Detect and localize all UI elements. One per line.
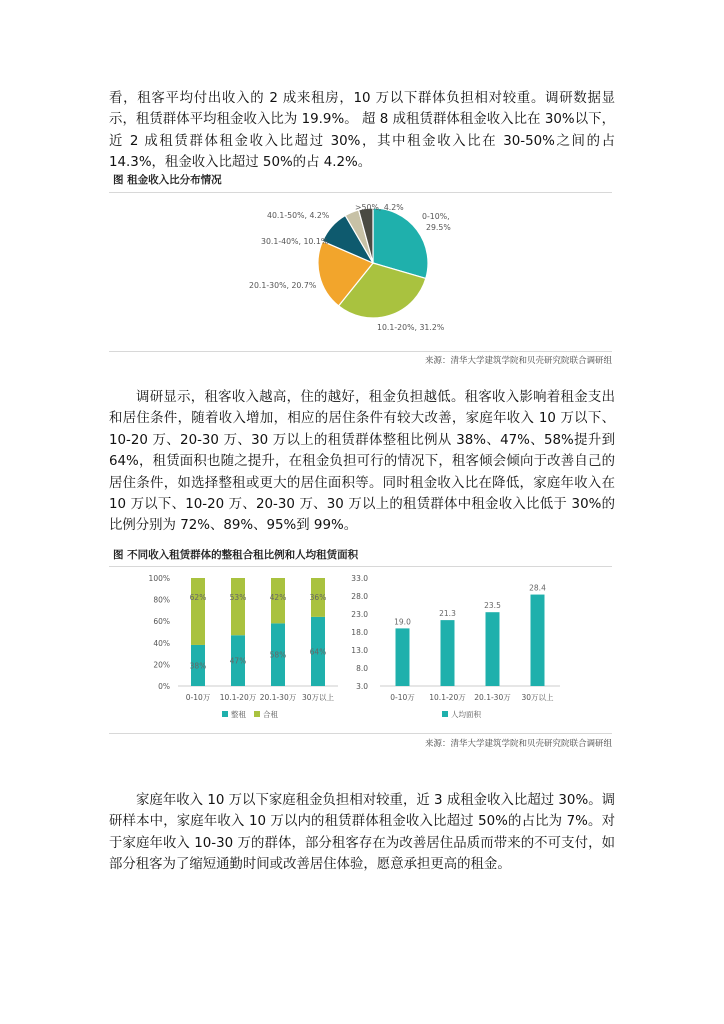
area-xtick: 20.1-30万 bbox=[474, 693, 511, 702]
area-ytick: 33.0 bbox=[351, 574, 368, 583]
stack-ytick: 100% bbox=[148, 574, 170, 583]
paragraph-low-income-burden: 家庭年收入 10 万以下家庭租金负担相对较重，近 3 成租金收入比超过 30%。调研样本中，家庭年收入 10 万以内的租赁群体租金收入比超过 50%的占比为 7%。对于家庭年收入 10-30 万的群体，部分租客存在为改善居住品质而带来的不可支付，如部分租客为了缩短通勤时间或改善居住体验，愿意承担更高的租金。 bbox=[109, 793, 615, 873]
stack-label-whole: 64% bbox=[309, 647, 327, 657]
figure1-source: 来源：清华大学建筑学院和贝壳研究院联合调研组 bbox=[424, 356, 612, 366]
area-xtick: 30万以上 bbox=[521, 693, 554, 702]
stack-label-whole: 38% bbox=[189, 661, 207, 671]
area-bar-label: 23.5 bbox=[484, 601, 501, 611]
stack-label-shared: 62% bbox=[189, 593, 207, 602]
area-ytick: 18.0 bbox=[351, 628, 368, 637]
stack-ytick: 60% bbox=[153, 617, 170, 627]
area-ytick: 3.0 bbox=[356, 682, 368, 691]
stack-bar-shared bbox=[191, 578, 205, 645]
bar-charts bbox=[130, 568, 600, 728]
area-bar-label: 21.3 bbox=[439, 609, 456, 619]
paragraph-income-effect: 调研显示，租客收入越高，住的越好，租金负担越低。租客收入影响着租金支出和居住条件，随着收入增加，相应的居住条件有较大改善，家庭年收入 10 万以下、10-20 万、20-30 万、30 万以上的租赁群体整租比例从 38%、47%、58%提升到 64%，租赁面积也随之提升，在租金负担可行的情况下，租客倾会倾向于改善自己的居住条件，如选择整租或更大的居住面积等。同时租金收入比在降低，家庭年收入在 10 万以下、10-20 万、20-30 万、30 万以上的租赁群体中租金收入比低于 30%的比例分别为 72%、89%、95%到 99%。 bbox=[109, 390, 615, 534]
stack-bar-shared bbox=[231, 578, 245, 635]
legend-label-area: 人均面积 bbox=[451, 710, 481, 719]
area-xtick: 10.1-20万 bbox=[429, 693, 466, 702]
stack-ytick: 20% bbox=[153, 660, 170, 670]
legend-swatch-whole bbox=[222, 711, 228, 717]
area-ytick: 28.0 bbox=[351, 592, 368, 601]
stack-xtick: 10.1-20万 bbox=[219, 693, 257, 702]
figure1-title: 图 租金收入比分布情况 bbox=[113, 174, 222, 186]
stack-label-shared: 42% bbox=[269, 593, 287, 602]
pie-label-5: 40.1-50%, 4.2% bbox=[267, 211, 330, 220]
pie-label-6: >50%, 4.2% bbox=[355, 203, 404, 212]
area-bar bbox=[396, 628, 410, 686]
area-xtick: 0-10万 bbox=[390, 693, 415, 702]
legend-label-shared: 合租 bbox=[263, 710, 278, 719]
area-bar-label: 28.4 bbox=[529, 583, 546, 593]
legend-swatch-area bbox=[442, 711, 448, 717]
figure2-source: 来源：清华大学建筑学院和贝壳研究院联合调研组 bbox=[424, 739, 612, 749]
area-ytick: 23.0 bbox=[351, 610, 368, 619]
stack-ytick: 80% bbox=[153, 595, 170, 605]
stack-label-shared: 36% bbox=[309, 593, 327, 602]
stack-label-shared: 53% bbox=[229, 593, 247, 602]
area-bar bbox=[441, 620, 455, 686]
area-bar bbox=[486, 612, 500, 686]
stack-label-whole: 47% bbox=[229, 656, 247, 666]
pie-label-3: 20.1-30%, 20.7% bbox=[249, 281, 317, 290]
figure2-bottom-rule bbox=[109, 733, 612, 734]
area-ytick: 13.0 bbox=[351, 646, 368, 655]
figure1-bottom-rule bbox=[109, 351, 612, 352]
stack-xtick: 0-10万 bbox=[185, 693, 211, 702]
stack-xtick: 30万以上 bbox=[301, 693, 335, 702]
area-bar bbox=[531, 595, 545, 686]
stack-ytick: 40% bbox=[153, 638, 170, 648]
legend-swatch-shared bbox=[254, 711, 260, 717]
area-bar-label: 19.0 bbox=[394, 617, 411, 627]
stack-ytick: 0% bbox=[158, 682, 170, 691]
figure2-top-rule bbox=[109, 566, 612, 567]
stack-label-whole: 58% bbox=[269, 650, 287, 660]
pie-label-4: 30.1-40%, 10.1% bbox=[261, 237, 329, 246]
stack-xtick: 20.1-30万 bbox=[259, 693, 297, 702]
pie-label-2: 10.1-20%, 31.2% bbox=[377, 323, 445, 332]
pie-chart bbox=[109, 193, 615, 351]
legend-label-whole: 整租 bbox=[231, 710, 246, 719]
figure2-title: 图 不同收入租赁群体的整租合租比例和人均租赁面积 bbox=[113, 549, 359, 561]
area-ytick: 8.0 bbox=[356, 664, 368, 673]
paragraph-rent-ratio-intro: 看，租客平均付出收入的 2 成来租房，10 万以下群体负担相对较重。调研数据显示，租赁群体平均租金收入比为 19.9%。 超 8 成租赁群体租金收入比在 30%以下，近 2 成租赁群体租金收入比超过 30%，其中租金收入比在 30-50%之间的占 14.3%，租金收入比超过 50%的占 4.2%。 bbox=[109, 91, 615, 171]
pie-label-1: 0-10%, 29.5% bbox=[422, 212, 451, 232]
